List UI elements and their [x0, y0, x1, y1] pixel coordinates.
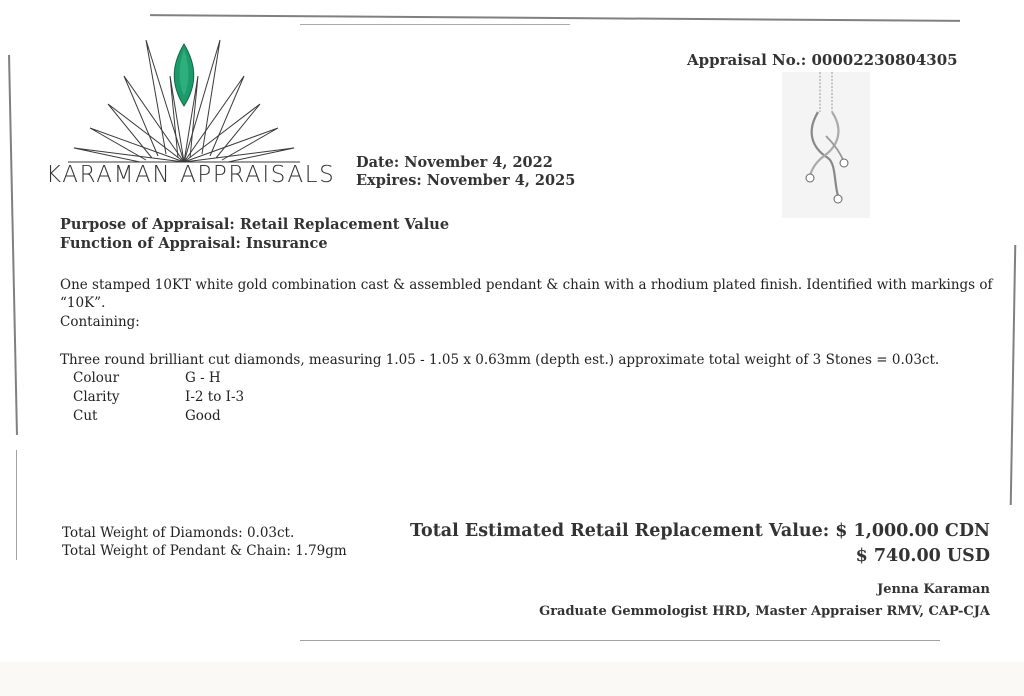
scan-border-left-lower	[16, 450, 17, 560]
appraisal-date: Date: November 4, 2022	[356, 154, 553, 171]
brand-name: KARAMAN APPRAISALS	[46, 162, 336, 188]
attribute-label-clarity: Clarity	[73, 389, 120, 405]
scan-border-top-fragment	[300, 24, 570, 25]
purpose-of-appraisal: Purpose of Appraisal: Retail Replacement Value	[60, 216, 450, 233]
scan-border-bottom	[300, 640, 940, 641]
attribute-value-clarity: I-2 to I-3	[185, 389, 245, 405]
description-line-1: One stamped 10KT white gold combination cast & assembled pendant & chain with a rhodium plated finish. Identified with markings of	[60, 277, 993, 293]
scan-border-top	[150, 14, 960, 21]
appraiser-name: Jenna Karaman	[877, 582, 990, 597]
retail-value-usd: $ 740.00 USD	[855, 546, 990, 566]
diamond-pendant-photo	[782, 72, 870, 218]
attribute-value-cut: Good	[185, 408, 221, 424]
scan-border-left	[8, 55, 17, 435]
attribute-label-cut: Cut	[73, 408, 98, 424]
attribute-value-colour: G - H	[185, 370, 221, 386]
appraiser-credentials: Graduate Gemmologist HRD, Master Appraiser RMV, CAP-CJA	[539, 604, 990, 619]
marquise-gem-lotus-logo	[60, 36, 310, 164]
scan-border-right	[1010, 245, 1016, 505]
appraisal-expiry: Expires: November 4, 2025	[356, 172, 576, 189]
appraisal-number: Appraisal No.: 00002230804305	[687, 51, 958, 69]
stones-description: Three round brilliant cut diamonds, measuring 1.05 - 1.05 x 0.63mm (depth est.) approximate total weight of 3 Stones = 0.03ct.	[60, 352, 940, 368]
pendant-photo	[782, 72, 870, 218]
retail-value-cdn: Total Estimated Retail Replacement Value: $ 1,000.00 CDN	[410, 521, 990, 541]
attribute-label-colour: Colour	[73, 370, 120, 386]
scan-bottom-strip	[0, 662, 1024, 696]
description-line-2: “10K”.	[60, 295, 106, 311]
function-of-appraisal: Function of Appraisal: Insurance	[60, 235, 328, 252]
total-diamond-weight: Total Weight of Diamonds: 0.03ct.	[62, 525, 295, 541]
description-containing: Containing:	[60, 314, 140, 330]
total-pendant-weight: Total Weight of Pendant & Chain: 1.79gm	[62, 543, 347, 559]
